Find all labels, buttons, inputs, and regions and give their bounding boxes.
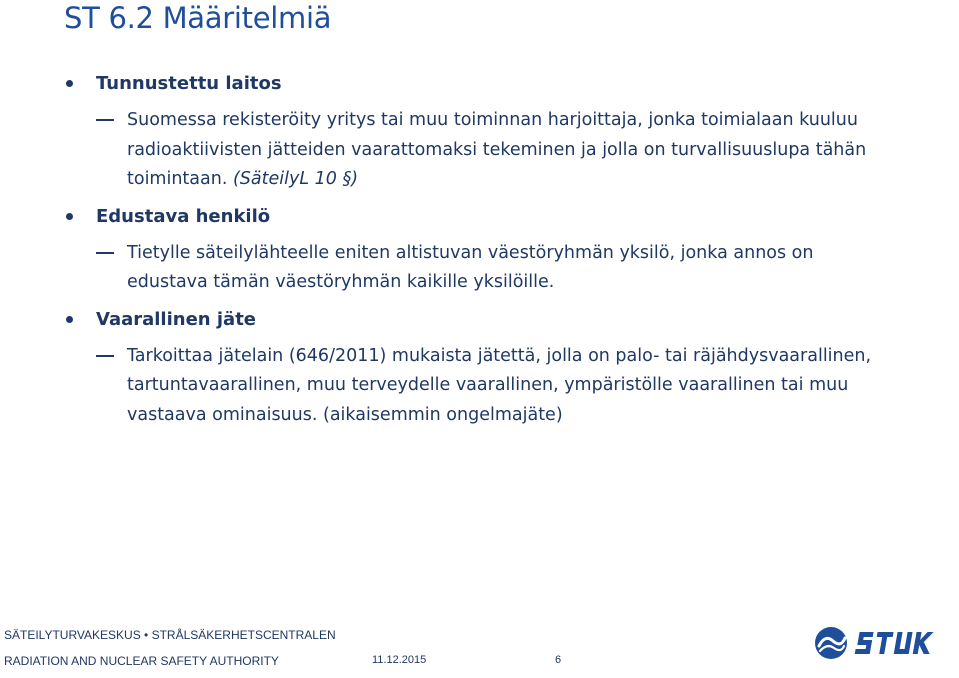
definition-section <box>0 66 959 195</box>
dash-icon <box>96 119 114 121</box>
definition-section <box>0 199 959 298</box>
definition-heading: Edustava henkilö <box>96 205 271 227</box>
sub-bullet-item <box>0 239 959 298</box>
page-number: 6 <box>555 654 562 666</box>
definition-body: Tarkoittaa jätelain (646/2011) mukaista jätettä, jolla on palo- tai räjähdysvaarallinen, tartuntavaarallinen, muu terveydelle vaarallinen, ympäristölle vaarallinen tai muu vastaava ominaisuus. (aikaisemmin ongelmajäte) <box>127 345 872 425</box>
bullet-dot-icon <box>66 316 73 323</box>
bullet-dot-icon <box>66 213 73 220</box>
slide-title: ST 6.2 Määritelmiä <box>64 1 332 35</box>
definition-text <box>127 342 899 431</box>
bullet-item <box>0 302 959 336</box>
footer-date: 11.12.2015 <box>372 654 427 666</box>
bullet-dot-icon <box>66 80 73 87</box>
definition-heading: Vaarallinen jäte <box>96 308 257 330</box>
footer-authority: RADIATION AND NUCLEAR SAFETY AUTHORITY <box>4 654 279 668</box>
footer-organization: SÄTEILYTURVAKESKUS • STRÅLSÄKERHETSCENTRALEN <box>4 628 336 642</box>
sub-bullet-item <box>0 106 959 195</box>
definition-body: Tietylle säteilylähteelle eniten altistuvan väestöryhmän yksilö, jonka annos on edustava tämän väestöryhmän kaikille yksilöille. <box>127 242 814 292</box>
slide-content <box>0 66 959 430</box>
definition-heading: Tunnustettu laitos <box>96 73 282 94</box>
slide-footer <box>0 618 959 678</box>
definition-text <box>127 106 899 195</box>
dash-icon <box>96 355 114 357</box>
bullet-item <box>0 66 959 100</box>
bullet-item <box>0 199 959 233</box>
definition-body: Suomessa rekisteröity yritys tai muu toiminnan harjoittaja, jonka toimialaan kuuluu radioaktiivisten jätteiden vaarattomaksi tekeminen ja jolla on turvallisuuslupa tähän toimintaan. <box>127 110 867 189</box>
definition-text <box>127 239 899 298</box>
sub-bullet-item <box>0 342 959 431</box>
law-citation: (SäteilyL 10 §) <box>232 169 359 189</box>
definition-section <box>0 302 959 431</box>
stuk-logo-icon <box>813 624 937 662</box>
dash-icon <box>96 252 114 254</box>
